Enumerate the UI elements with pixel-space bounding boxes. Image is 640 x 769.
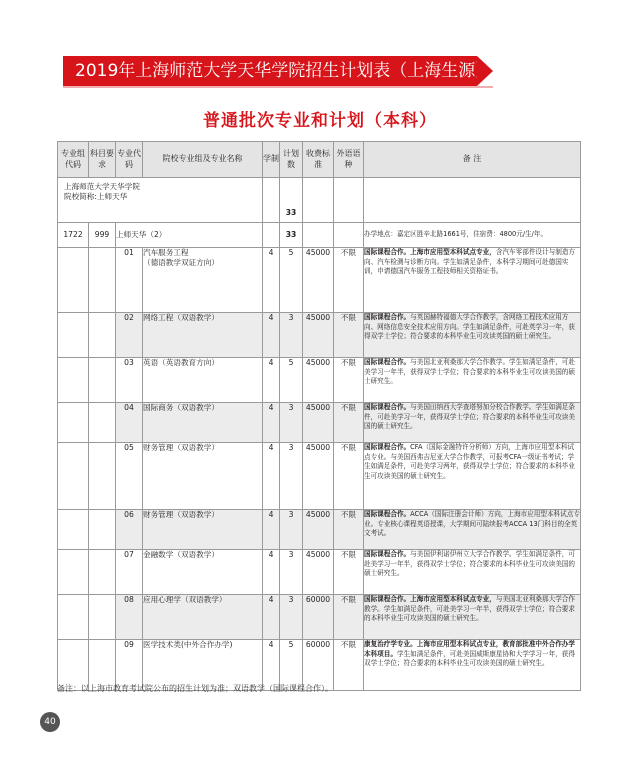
major-name-cell: [143, 595, 263, 640]
major-remark-text: ACCA（国际注册会计师）方向，上海市应用型本科试点专业。专业核心课程英语授课，大学期间可陆续报考ACCA 13门科目的全英文考试。: [364, 510, 580, 538]
major-plan: 3: [280, 550, 303, 595]
major-name-cell: [143, 403, 263, 443]
major-fee: 45000: [303, 550, 334, 595]
major-language: 不限: [334, 510, 364, 550]
major-name-cell: [143, 248, 263, 313]
major-remark-highlight: 国际课程合作。: [364, 443, 411, 451]
major-code: 01: [116, 248, 143, 313]
major-fee: 45000: [303, 358, 334, 403]
major-name: 应用心理学（双语教学）: [143, 595, 227, 604]
major-row: [58, 510, 581, 550]
section-subtitle: 普通批次专业和计划（本科）: [203, 111, 437, 131]
title-banner: [63, 56, 493, 86]
major-years: 4: [263, 313, 280, 358]
major-remark: [364, 443, 581, 510]
major-fee: 45000: [303, 443, 334, 510]
major-name: 国际商务（双语教学）: [143, 403, 219, 412]
major-remark: [364, 358, 581, 403]
major-remark-text: 学生如满足条件，可赴美国威斯康星协和大学学习一年，获得双学士学位；符合要求的本科毕业生可攻读美国的硕士研究生。: [364, 649, 575, 668]
header-years: 学制: [263, 142, 280, 178]
major-code: 05: [116, 443, 143, 510]
major-plan: 3: [280, 443, 303, 510]
institution-short-name: 院校简称:上师天华: [64, 192, 128, 202]
major-name: 财务管理（双语教学）: [143, 510, 219, 519]
major-code: 03: [116, 358, 143, 403]
major-remark-highlight: 国际课程合作。: [364, 550, 411, 558]
major-name-cell: [143, 510, 263, 550]
header-group-name: 院校专业组及专业名称: [143, 142, 263, 178]
major-remark-text: 与美国伊利诺伊州立大学合作教学。学生如满足条件，可赴美学习一年半，获得双学士学位；符合要求的本科毕业生可攻读美国的硕士研究生。: [364, 550, 575, 578]
group-code: 1722: [58, 223, 89, 248]
header-major-code: 专业代码: [116, 142, 143, 178]
major-name-sub: （德语教学双证方向）: [143, 258, 219, 268]
institution-plan: 33: [280, 178, 303, 223]
institution-name: 上海师范大学天华学院: [64, 182, 140, 191]
major-fee: 60000: [303, 640, 334, 691]
major-code: 09: [116, 640, 143, 691]
banner-arrow-decoration: [477, 56, 493, 86]
major-fee: 45000: [303, 313, 334, 358]
major-remark-highlight: 国际课程合作。上海市应用型本科试点专业，: [364, 248, 496, 256]
major-name-cell: [143, 550, 263, 595]
major-remark-highlight: 国际课程合作。上海市应用型本科试点专业，: [364, 595, 496, 603]
major-row: [58, 550, 581, 595]
major-name: 英语（英语教育方向）: [143, 358, 219, 367]
major-plan: 3: [280, 595, 303, 640]
major-plan: 3: [280, 510, 303, 550]
group-subject: 999: [89, 223, 116, 248]
footnote: 备注：以上海市教育考试院公布的招生计划为准；双语教学（国际课程合作）。: [57, 684, 333, 693]
group-name: 上师天华（2）: [116, 223, 263, 248]
major-fee: 45000: [303, 510, 334, 550]
header-plan: 计划数: [280, 142, 303, 178]
major-name: 财务管理（双语教学）: [143, 443, 219, 452]
banner-underline: [63, 86, 493, 88]
major-remark: [364, 248, 581, 313]
major-language: 不限: [334, 248, 364, 313]
major-name-cell: [143, 443, 263, 510]
major-remark-text: 与美国田纳西大学查塔努加分校合作教学。学生如满足条件，可赴美学习一年，获得双学士学位；符合要求的本科毕业生可攻读美国的硕士研究生。: [364, 403, 575, 431]
header-group-code: 专业组代码: [58, 142, 89, 178]
major-years: 4: [263, 248, 280, 313]
major-code: 07: [116, 550, 143, 595]
major-code: 06: [116, 510, 143, 550]
major-fee: 60000: [303, 595, 334, 640]
major-remark-text: 与美国北亚利桑那大学合作教学。学生如满足条件，可赴美学习一年半，获得双学士学位；符合要求的本科毕业生可攻读美国的硕士研究生。: [364, 358, 575, 386]
header-fee: 收费标准: [303, 142, 334, 178]
major-remark: [364, 640, 581, 691]
major-years: 4: [263, 443, 280, 510]
page-number: 40: [40, 712, 60, 732]
major-years: 4: [263, 640, 280, 691]
major-language: 不限: [334, 595, 364, 640]
major-row: [58, 403, 581, 443]
major-remark-highlight: 国际课程合作。: [364, 358, 411, 366]
major-name: 汽车服务工程: [143, 248, 189, 257]
group-row: [58, 223, 581, 248]
major-years: 4: [263, 510, 280, 550]
major-row: [58, 443, 581, 510]
major-language: 不限: [334, 403, 364, 443]
group-plan: 33: [280, 223, 303, 248]
major-remark-highlight: 国际课程合作。: [364, 510, 411, 518]
major-row: [58, 313, 581, 358]
header-remarks: 备 注: [364, 142, 581, 178]
major-remark: [364, 510, 581, 550]
major-years: 4: [263, 358, 280, 403]
major-remark-text: 与美国北亚利桑那大学合作教学。学生如满足条件，可赴美学习一年半，获得双学士学位；符合要求的本科毕业生可攻读美国的硕士研究生。: [364, 595, 575, 623]
major-plan: 5: [280, 640, 303, 691]
enrollment-plan-table: [57, 141, 581, 691]
major-remark-text: 与英国赫特福德大学合作教学，含网络工程技术应用方向、网络信息安全技术应用方向。学生如满足条件，可赴英学习一年，获得双学士学位；符合要求的本科毕业生可攻读英国的硕士研究生。: [364, 313, 575, 341]
major-row: [58, 248, 581, 313]
major-plan: 5: [280, 358, 303, 403]
major-language: 不限: [334, 313, 364, 358]
institution-cell: [58, 178, 263, 223]
group-remark: 办学地点：嘉定区胜辛北路1661号，住宿费：4800元/生/年。: [364, 223, 581, 248]
major-years: 4: [263, 595, 280, 640]
major-remark: [364, 550, 581, 595]
major-code: 08: [116, 595, 143, 640]
major-row: [58, 358, 581, 403]
major-name: 医学技术类(中外合作办学): [143, 640, 233, 649]
major-language: 不限: [334, 358, 364, 403]
major-language: 不限: [334, 550, 364, 595]
major-name: 金融数学（双语教学）: [143, 550, 219, 559]
major-code: 02: [116, 313, 143, 358]
major-plan: 3: [280, 313, 303, 358]
table-header-row: [58, 142, 581, 178]
major-remark-text: 含汽车零部件设计与制造方向、汽车检测与诊断方向。学生如满足条件，本科学习期间可赴德国实训，申请德国汽车服务工程技师相关资格证书。: [364, 248, 575, 276]
major-remark-text: CFA（国际金融特许分析师）方向，上海市应用型本科试点专业。与美国西弗吉尼亚大学合作教学，可报考CFA一级证书考试；学生如满足条件，可赴美学习两年，获得双学士学位；符合要求的本科毕业生可攻读美国的硕士研究生。: [364, 443, 575, 480]
major-language: 不限: [334, 640, 364, 691]
major-plan: 3: [280, 403, 303, 443]
major-years: 4: [263, 403, 280, 443]
major-remark-highlight: 国际课程合作。: [364, 313, 411, 321]
header-subject-req: 科目要求: [89, 142, 116, 178]
header-language: 外语语种: [334, 142, 364, 178]
major-years: 4: [263, 550, 280, 595]
major-remark: [364, 595, 581, 640]
major-remark-highlight: 国际课程合作。: [364, 403, 411, 411]
major-remark: [364, 313, 581, 358]
institution-row: [58, 178, 581, 223]
banner-title: 2019年上海师范大学天华学院招生计划表（上海生源）: [75, 61, 493, 81]
major-row: [58, 595, 581, 640]
major-name-cell: [143, 358, 263, 403]
major-remark-highlight: 康复治疗学专业。上海市应用型本科试点专业，教育部批准中外合作办学本科项目。: [364, 640, 575, 658]
major-language: 不限: [334, 443, 364, 510]
major-remark: [364, 403, 581, 443]
major-code: 04: [116, 403, 143, 443]
major-name: 网络工程（双语教学）: [143, 313, 219, 322]
major-fee: 45000: [303, 248, 334, 313]
major-plan: 5: [280, 248, 303, 313]
major-fee: 45000: [303, 403, 334, 443]
major-name-cell: [143, 313, 263, 358]
